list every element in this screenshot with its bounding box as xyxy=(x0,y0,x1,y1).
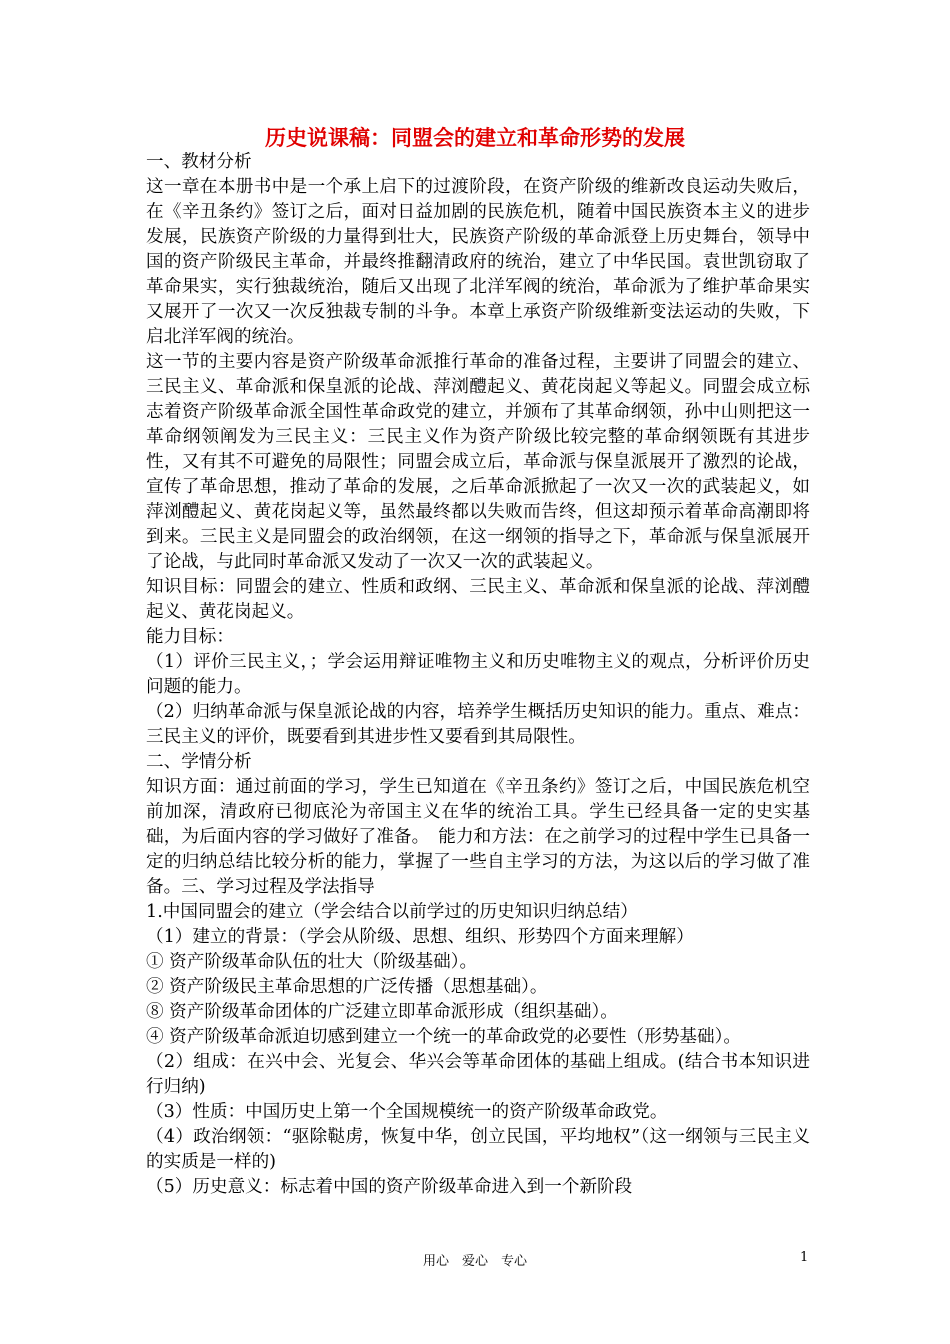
paragraph: 1.中国同盟会的建立（学会结合以前学过的历史知识归纳总结） xyxy=(146,902,638,922)
paragraph: （3）性质：中国历史上第一个全国规模统一的资产阶级革命政党。 xyxy=(146,1102,668,1122)
paragraph: （5）历史意义：标志着中国的资产阶级革命进入到一个新阶段 xyxy=(146,1177,633,1197)
paragraph: 知识方面：通过前面的学习，学生已知道在《辛丑条约》签订之后，中国民族危机空前加深，清政府已彻底沦为帝国主义在华的统治工具。学生已经具备一定的史实基础，为后面内容的学习做好了准备。 能力和方法：在之前学习的过程中学生已具备一定的归纳总结比较分析的能力，掌握了一些自主学习的方法，为这以后的学习做了准备。三、学习过程及学法指导 xyxy=(146,777,810,897)
footer-motto: 用心 爱心 专心 xyxy=(422,1254,527,1269)
paragraph: （1）建立的背景：（学会从阶级、思想、组织、形势四个方面来理解） xyxy=(146,927,694,947)
section-heading: 二、学情分析 xyxy=(146,752,252,772)
paragraph: （2）组成：在兴中会、光复会、华兴会等革命团体的基础上组成。(结合书本知识进行归纳) xyxy=(146,1052,810,1097)
paragraph: 能力目标： xyxy=(146,627,234,647)
list-item: ① 资产阶级革命队伍的壮大（阶级基础）。 xyxy=(146,952,478,972)
paragraph: 知识目标：同盟会的建立、性质和政纲、三民主义、革命派和保皇派的论战、萍浏醴起义、黄花岗起义。 xyxy=(146,577,810,622)
section-heading: 一、教材分析 xyxy=(146,152,252,172)
paragraph: （1）评价三民主义，；学会运用辩证唯物主义和历史唯物主义的观点，分析评价历史问题的能力。 xyxy=(146,652,810,697)
list-item: ④ 资产阶级革命派迫切感到建立一个统一的革命政党的必要性（形势基础）。 xyxy=(146,1027,741,1047)
list-item: ⑧ 资产阶级革命团体的广泛建立即革命派形成（组织基础）。 xyxy=(146,1002,618,1022)
paragraph: （4）政治纲领：“驱除鞑虏，恢复中华，创立民国，平均地权”（这一纲领与三民主义的实质是一样的) xyxy=(146,1127,810,1172)
document-title: 历史说课稿：同盟会的建立和革命形势的发展 xyxy=(265,125,685,150)
document-body xyxy=(146,150,810,1200)
list-item: ② 资产阶级民主革命思想的广泛传播（思想基础）。 xyxy=(146,977,548,997)
paragraph: （2）归纳革命派与保皇派论战的内容，培养学生概括历史知识的能力。重点、难点：三民主义的评价，既要看到其进步性又要看到其局限性。 xyxy=(146,702,810,747)
paragraph: 这一节的主要内容是资产阶级革命派推行革命的准备过程，主要讲了同盟会的建立、三民主义、革命派和保皇派的论战、萍浏醴起义、黄花岗起义等起义。同盟会成立标志着资产阶级革命派全国性革命政党的建立，并颁布了其革命纲领，孙中山则把这一革命纲领阐发为三民主义：三民主义作为资产阶级比较完整的革命纲领既有其进步性，又有其不可避免的局限性；同盟会成立后，革命派与保皇派展开了激烈的论战，宣传了革命思想，推动了革命的发展，之后革命派掀起了一次又一次的武装起义，如萍浏醴起义、黄花岗起义等，虽然最终都以失败而告终，但这却预示着革命高潮即将到来。三民主义是同盟会的政治纲领，在这一纲领的指导之下，革命派与保皇派展开了论战，与此同时革命派又发动了一次又一次的武装起义。 xyxy=(146,352,810,572)
page-number: 1 xyxy=(800,1250,809,1265)
paragraph: 这一章在本册书中是一个承上启下的过渡阶段，在资产阶级的维新改良运动失败后，在《辛丑条约》签订之后，面对日益加剧的民族危机，随着中国民族资本主义的进步发展，民族资产阶级的力量得到壮大，民族资产阶级的革命派登上历史舞台，领导中国的资产阶级民主革命，并最终推翻清政府的统治，建立了中华民国。袁世凯窃取了革命果实，实行独裁统治，随后又出现了北洋军阀的统治，革命派为了维护革命果实又展开了一次又一次反独裁专制的斗争。本章上承资产阶级维新变法运动的失败，下启北洋军阀的统治。 xyxy=(146,177,810,347)
